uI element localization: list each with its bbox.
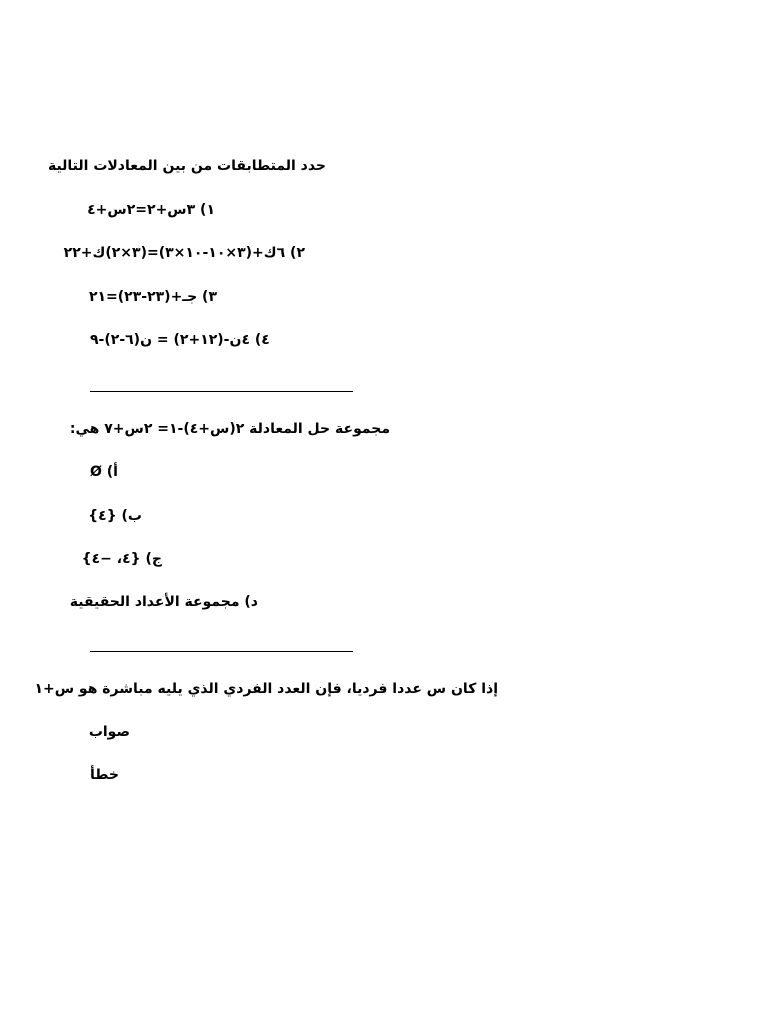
option-b: ب) {٤} bbox=[88, 508, 142, 524]
answer-true: صواب bbox=[88, 724, 130, 740]
section2-question: مجموعة حل المعادلة ٢(س+٤)-١= ٢س+٧ هي: bbox=[69, 421, 390, 437]
answer-false: خطأ bbox=[90, 767, 119, 783]
divider-2 bbox=[90, 651, 353, 652]
section1-heading: حدد المتطابقات من بين المعادلات التالية bbox=[47, 158, 326, 174]
equation-item-2: ٢) ٦ك+(٣×١٠-١٠×٣)=(٣×٢)ك+٢٢ bbox=[63, 245, 305, 261]
equation-item-1: ١) ٣س+٢=٢س+٤ bbox=[87, 202, 215, 218]
section3-question: إذا كان س عددا فرديا، فإن العدد الفردي الذي يليه مباشرة هو س+١ bbox=[34, 681, 498, 697]
option-d: د) مجموعة الأعداد الحقيقية bbox=[69, 594, 258, 610]
option-c: ج) {٤، −٤} bbox=[81, 551, 162, 567]
equation-item-4: ٤) ٤ن-(١٢+٢) = ن(٦-٢)-٩ bbox=[90, 332, 270, 348]
equation-item-3: ٣) جـ+(٢٣-٢٣)=٢١ bbox=[88, 289, 217, 305]
divider-1 bbox=[90, 391, 353, 392]
option-a: أ) Ø bbox=[90, 464, 118, 480]
